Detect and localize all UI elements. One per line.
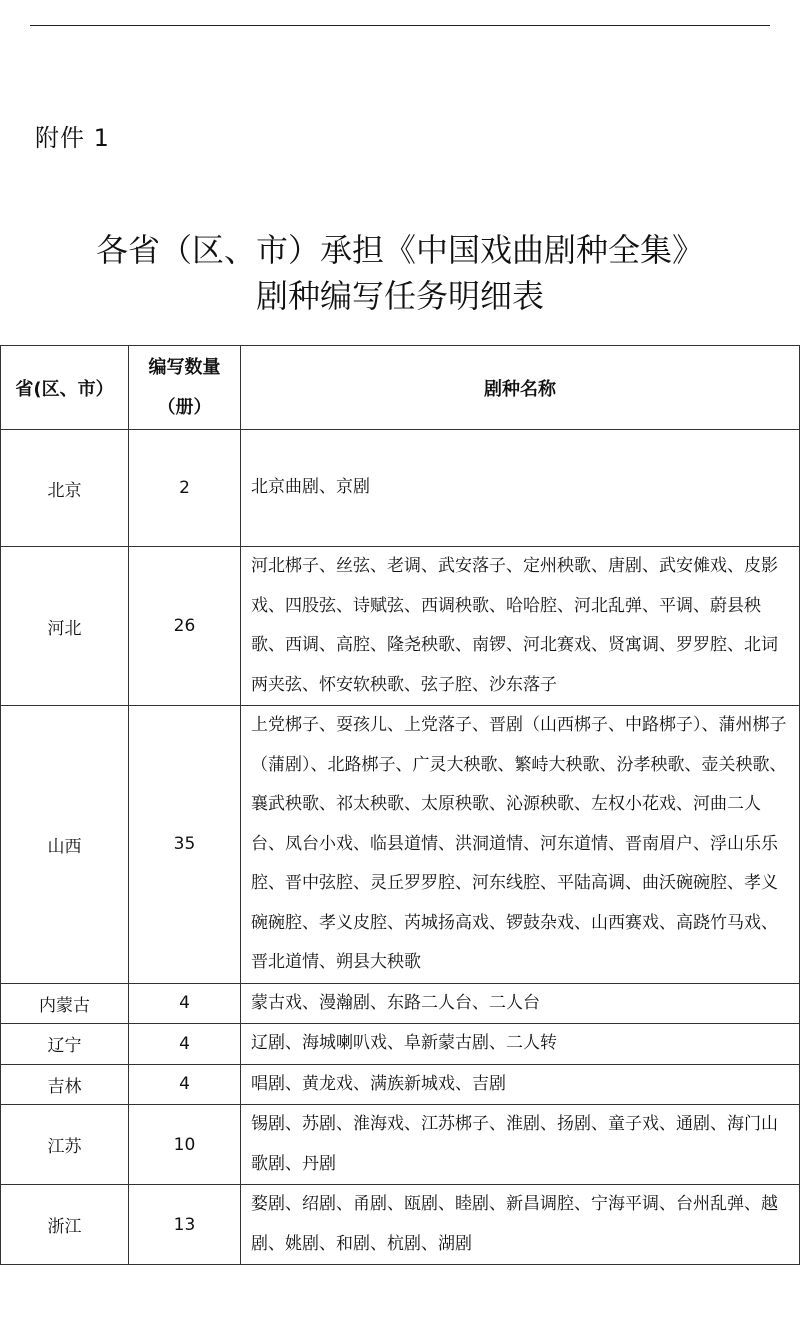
table-row xyxy=(1,1064,800,1105)
province-cell: 北京 xyxy=(1,430,129,547)
table-row xyxy=(1,983,800,1024)
table-row xyxy=(1,430,800,547)
names-cell: 北京曲剧、京剧 xyxy=(241,430,800,547)
count-cell: 4 xyxy=(129,1024,241,1065)
names-cell: 锡剧、苏剧、淮海戏、江苏梆子、淮剧、扬剧、童子戏、通剧、海门山歌剧、丹剧 xyxy=(241,1105,800,1185)
attachment-label: 附件 1 xyxy=(35,124,110,152)
count-cell: 4 xyxy=(129,983,241,1024)
names-cell: 唱剧、黄龙戏、满族新城戏、吉剧 xyxy=(241,1064,800,1105)
count-cell: 26 xyxy=(129,547,241,706)
table-row xyxy=(1,1185,800,1265)
province-cell: 山西 xyxy=(1,706,129,984)
header-count xyxy=(129,346,241,430)
table-header-row xyxy=(1,346,800,430)
header-rule xyxy=(30,25,770,26)
count-cell: 4 xyxy=(129,1064,241,1105)
table-row xyxy=(1,706,800,984)
province-cell: 吉林 xyxy=(1,1064,129,1105)
table-row xyxy=(1,1024,800,1065)
names-cell: 辽剧、海城喇叭戏、阜新蒙古剧、二人转 xyxy=(241,1024,800,1065)
province-cell: 江苏 xyxy=(1,1105,129,1185)
names-cell: 上党梆子、耍孩儿、上党落子、晋剧（山西梆子、中路梆子）、蒲州梆子（蒲剧）、北路梆子、广灵大秧歌、繁峙大秧歌、汾孝秧歌、壶关秧歌、襄武秧歌、祁太秧歌、太原秧歌、沁源秧歌、左权小花戏、河曲二人台、凤台小戏、临县道情、洪洞道情、河东道情、晋南眉户、浮山乐乐腔、晋中弦腔、灵丘罗罗腔、河东线腔、平陆高调、曲沃碗碗腔、孝义碗碗腔、孝义皮腔、芮城扬高戏、锣鼓杂戏、山西赛戏、高跷竹马戏、晋北道情、朔县大秧歌 xyxy=(241,706,800,984)
province-cell: 河北 xyxy=(1,547,129,706)
header-names: 剧种名称 xyxy=(241,346,800,430)
count-cell: 13 xyxy=(129,1185,241,1265)
document-title xyxy=(0,227,800,319)
table-row xyxy=(1,547,800,706)
task-table xyxy=(0,345,800,1265)
province-cell: 辽宁 xyxy=(1,1024,129,1065)
province-cell: 内蒙古 xyxy=(1,983,129,1024)
title-line-1: 各省（区、市）承担《中国戏曲剧种全集》 xyxy=(95,231,704,269)
names-cell: 婺剧、绍剧、甬剧、瓯剧、睦剧、新昌调腔、宁海平调、台州乱弹、越剧、姚剧、和剧、杭剧、湖剧 xyxy=(241,1185,800,1265)
names-cell: 蒙古戏、漫瀚剧、东路二人台、二人台 xyxy=(241,983,800,1024)
province-cell: 浙江 xyxy=(1,1185,129,1265)
header-province: 省(区、市） xyxy=(1,346,129,430)
names-cell: 河北梆子、丝弦、老调、武安落子、定州秧歌、唐剧、武安傩戏、皮影戏、四股弦、诗赋弦、西调秧歌、哈哈腔、河北乱弹、平调、蔚县秧歌、西调、高腔、隆尧秧歌、南锣、河北赛戏、贤寓调、罗罗腔、北词两夹弦、怀安软秧歌、弦子腔、沙东落子 xyxy=(241,547,800,706)
count-cell: 35 xyxy=(129,706,241,984)
title-line-2: 剧种编写任务明细表 xyxy=(255,277,544,315)
count-cell: 10 xyxy=(129,1105,241,1185)
table-row xyxy=(1,1105,800,1185)
header-count-line-1: 编写数量 xyxy=(148,356,221,378)
count-cell: 2 xyxy=(129,430,241,547)
header-count-line-2: （册） xyxy=(157,396,212,418)
